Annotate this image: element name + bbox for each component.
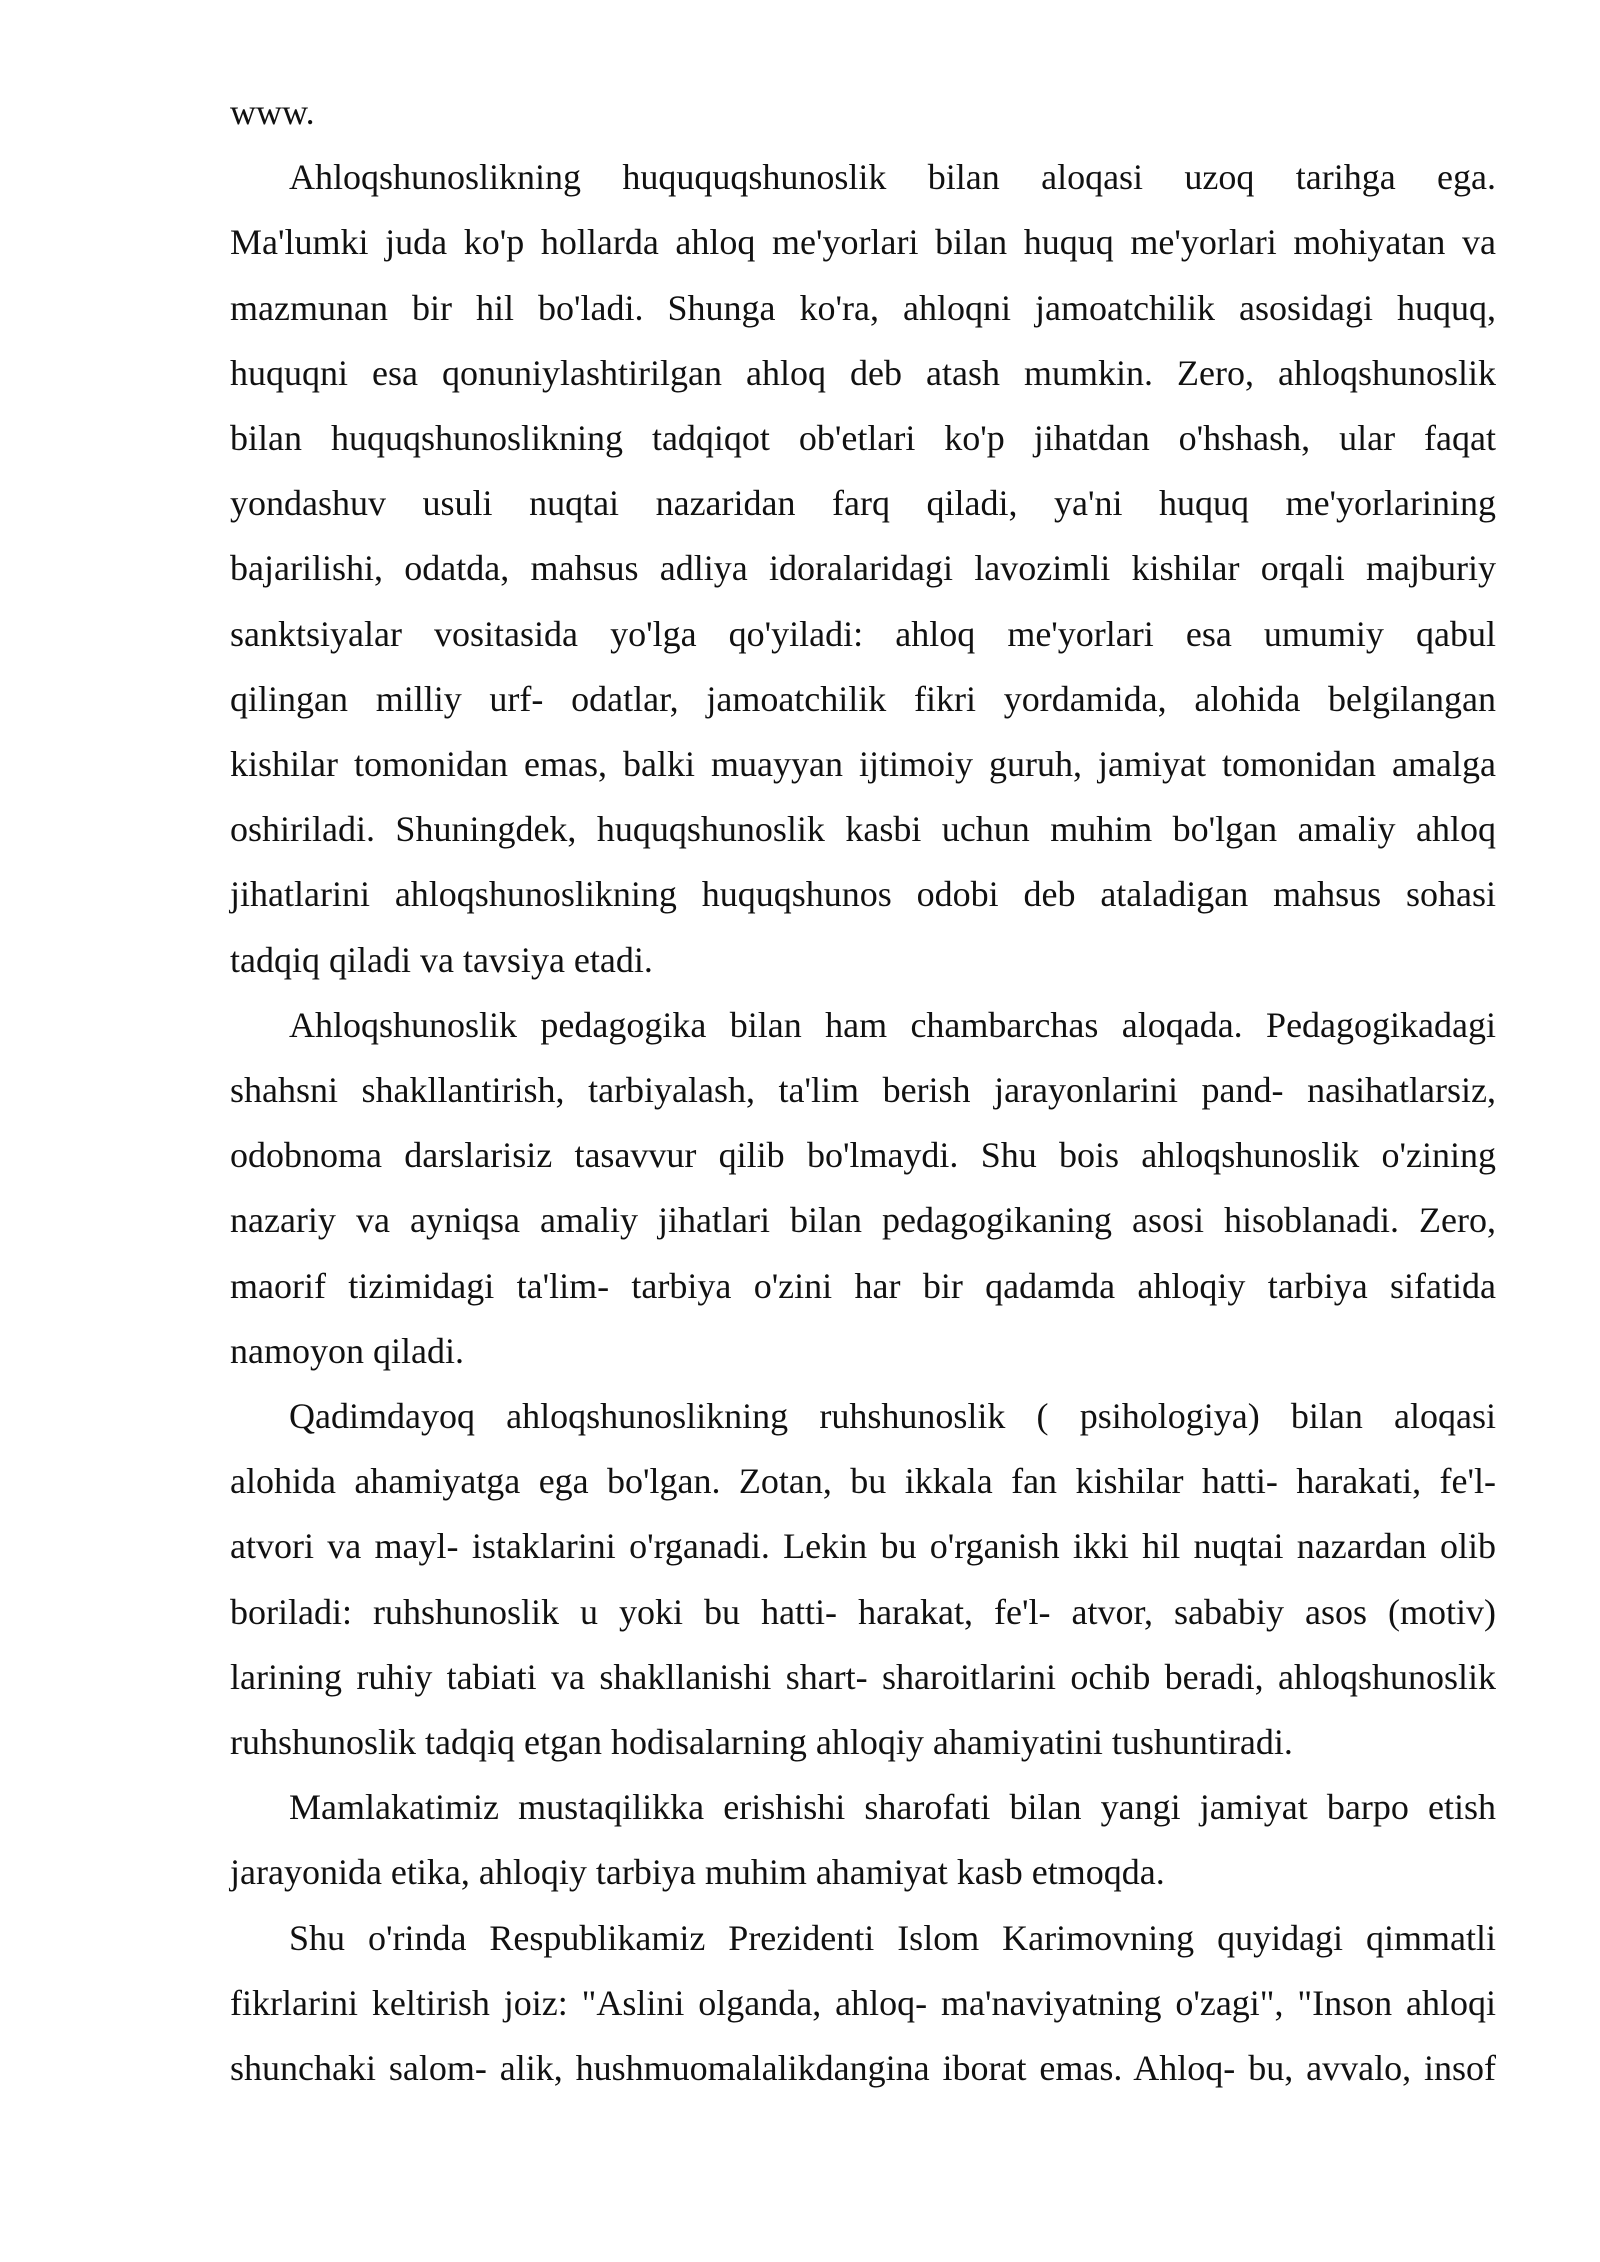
paragraph-continuation — [230, 80, 1496, 145]
paragraph-independence — [230, 1775, 1496, 1905]
paragraph-line: huquqni esa qonuniylashtirilgan ahloq deb atash mumkin. Zero, ahloqshunoslik — [230, 352, 1496, 393]
paragraph-ethics-and-pedagogy — [230, 993, 1496, 1384]
paragraph-line: kishilar tomonidan emas, balki muayyan ijtimoiy guruh, jamiyat tomonidan amalga — [230, 744, 1496, 785]
paragraph-line: larining ruhiy tabiati va shakllanishi shart- sharoitlarini ochib beradi, ahloqshunoslik — [230, 1656, 1496, 1697]
paragraph-line: jihatlarini ahloqshunoslikning huquqshunos odobi deb ataladigan mahsus sohasi — [230, 874, 1496, 915]
paragraph-line: maorif tizimidagi ta'lim- tarbiya o'zini har bir qadamda ahloqiy tarbiya sifatida — [230, 1265, 1496, 1306]
paragraph-line: qilingan milliy urf- odatlar, jamoatchilik fikri yordamida, alohida belgilangan — [230, 678, 1496, 719]
paragraph-line: shunchaki salom- alik, hushmuomalalikdangina iborat emas. Ahloq- bu, avvalo, insof — [230, 2048, 1496, 2089]
paragraph-line: Ma'lumki juda ko'p hollarda ahloq me'yorlari bilan huquq me'yorlari mohiyatan va — [230, 222, 1496, 263]
paragraph-line: yondashuv usuli nuqtai nazaridan farq qiladi, ya'ni huquq me'yorlarining — [230, 483, 1496, 524]
document-body — [230, 80, 1496, 2101]
paragraph-line: mazmunan bir hil bo'ladi. Shunga ko'ra, ahloqni jamoatchilik asosidagi huquq, — [230, 287, 1496, 328]
paragraph-line: ruhshunoslik tadqiq etgan hodisalarning ahloqiy ahamiyatini tushuntiradi. — [230, 1722, 1293, 1763]
paragraph-line: bajarilishi, odatda, mahsus adliya idoralaridagi lavozimli kishilar orqali majburiy — [230, 548, 1496, 589]
paragraph-line: boriladi: ruhshunoslik u yoki bu hatti- harakat, fe'l- atvor, sababiy asos (motiv) — [230, 1591, 1496, 1632]
paragraph-line: www. — [230, 92, 315, 132]
paragraph-line: odobnoma darslarisiz tasavvur qilib bo'lmaydi. Shu bois ahloqshunoslik o'zining — [230, 1135, 1496, 1176]
paragraph-line: shahsni shakllantirish, tarbiyalash, ta'lim berish jarayonlarini pand- nasihatlarsiz, — [230, 1070, 1496, 1111]
paragraph-line: namoyon qiladi. — [230, 1330, 464, 1371]
paragraph-ethics-and-law — [230, 145, 1496, 993]
paragraph-line: tadqiq qiladi va tavsiya etadi. — [230, 939, 653, 980]
paragraph-line: atvori va mayl- istaklarini o'rganadi. Lekin bu o'rganish ikki hil nuqtai nazardan olib — [230, 1526, 1496, 1567]
paragraph-line: fikrlarini keltirish joiz: "Aslini olganda, ahloq- ma'naviyatning o'zagi", "Inson ahloqi — [230, 1982, 1496, 2023]
paragraph-line: nazariy va ayniqsa amaliy jihatlari bilan pedagogikaning asosi hisoblanadi. Zero, — [230, 1200, 1496, 1241]
paragraph-line: alohida ahamiyatga ega bo'lgan. Zotan, bu ikkala fan kishilar hatti- harakati, fe'l- — [230, 1461, 1496, 1502]
paragraph-line: sanktsiyalar vositasida yo'lga qo'yiladi: ahloq me'yorlari esa umumiy qabul — [230, 613, 1496, 654]
paragraph-line: Qadimdayoq ahloqshunoslikning ruhshunoslik ( psihologiya) bilan aloqasi — [289, 1396, 1496, 1437]
paragraph-line: oshiriladi. Shuningdek, huquqshunoslik kasbi uchun muhim bo'lgan amaliy ahloq — [230, 809, 1496, 850]
paragraph-line: jarayonida etika, ahloqiy tarbiya muhim ahamiyat kasb etmoqda. — [230, 1852, 1165, 1893]
paragraph-line: Mamlakatimiz mustaqilikka erishishi sharofati bilan yangi jamiyat barpo etish — [289, 1787, 1496, 1828]
paragraph-ethics-and-psychology — [230, 1384, 1496, 1775]
paragraph-president-quote — [230, 1906, 1496, 2102]
paragraph-line: Ahloqshunoslikning huququqshunoslik bilan aloqasi uzoq tarihga ega. — [289, 157, 1496, 198]
paragraph-line: Ahloqshunoslik pedagogika bilan ham chambarchas aloqada. Pedagogikadagi — [289, 1004, 1496, 1045]
paragraph-line: bilan huquqshunoslikning tadqiqot ob'etlari ko'p jihatdan o'hshash, ular faqat — [230, 418, 1496, 459]
paragraph-line: Shu o'rinda Respublikamiz Prezidenti Islom Karimovning quyidagi qimmatli — [289, 1917, 1496, 1958]
